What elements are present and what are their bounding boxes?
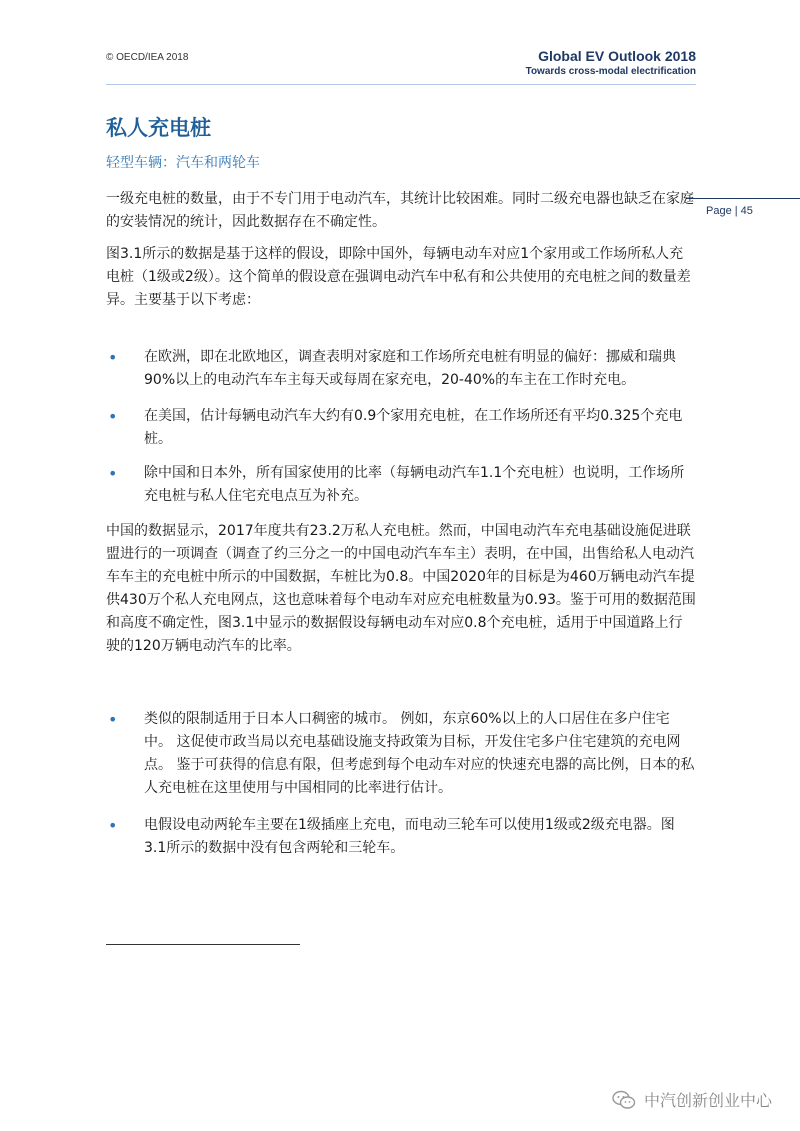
list-item-text: 类似的限制适用于日本人口稠密的城市。 例如，东京60%以上的人口居住在多户住宅中。 这促使市政当局以充电基础设施支持政策为目标，开发住宅多户住宅建筑的充电网点。 鉴于可获得的信息有限，但考虑到每个电动车对应的快速充电器的高比例，日本的私人充电桩在这里使用与中国相同的比率进行估计。: [144, 711, 695, 796]
bullet-dot-icon: •: [108, 407, 118, 426]
page-number: Page | 45: [706, 205, 753, 217]
bullet-dot-icon: •: [108, 464, 118, 483]
wechat-icon: [612, 1089, 636, 1111]
bullet-dot-icon: •: [108, 710, 118, 729]
list-item: [106, 405, 696, 451]
list-item-text: 除中国和日本外，所有国家使用的比率（每辆电动汽车1.1个充电桩）也说明，工作场所充电桩与私人住宅充电点互为补充。: [144, 465, 685, 504]
bullet-dot-icon: •: [108, 816, 118, 835]
footnote-divider: [106, 944, 300, 945]
list-item-text: 电假设电动两轮车主要在1级插座上充电，而电动三轮车可以使用1级或2级充电器。图3.1所示的数据中没有包含两轮和三轮车。: [144, 817, 675, 856]
report-header: [526, 48, 696, 77]
paragraph-intro: 一级充电桩的数量，由于不专门用于电动汽车，其统计比较困难。同时二级充电器也缺乏在家庭的安装情况的统计，因此数据存在不确定性。: [106, 191, 694, 230]
list-item: [106, 346, 696, 392]
copyright-notice: © OECD/IEA 2018: [106, 52, 189, 63]
watermark: [612, 1088, 772, 1111]
list-item: [106, 708, 696, 800]
list-item-text: 在欧洲，即在北欧地区，调查表明对家庭和工作场所充电桩有明显的偏好：挪威和瑞典90%以上的电动汽车车主每天或每周在家充电，20-40%的车主在工作时充电。: [144, 349, 676, 388]
list-item: [106, 814, 696, 860]
report-subtitle: Towards cross-modal electrification: [525, 66, 696, 77]
bullet-dot-icon: •: [108, 348, 118, 367]
sub-heading: 轻型车辆：汽车和两轮车: [106, 155, 260, 171]
page-marker: [686, 198, 800, 228]
paragraph-china-data: 中国的数据显示，2017年度共有23.2万私人充电桩。然而，中国电动汽车充电基础设施促进联盟进行的一项调查（调查了约三分之一的中国电动汽车车主）表明，在中国，出售给私人电动汽车车主的充电桩中所示的中国数据，车桩比为0.8。中国2020年的目标是为460万辆电动汽车提供430万个私人充电网点，这也意味着每个电动车对应充电桩数量为0.93。鉴于可用的数据范围和高度不确定性，图3.1中显示的数据假设每辆电动车对应0.8个充电桩，适用于中国道路上行驶的120万辆电动汽车的比率。: [106, 523, 696, 654]
paragraph-assumption: 图3.1所示的数据是基于这样的假设，即除中国外，每辆电动车对应1个家用或工作场所私人充电桩（1级或2级）。这个简单的假设意在强调电动汽车中私有和公共使用的充电桩之间的数量差异。主要基于以下考虑：: [106, 246, 691, 308]
page-marker-line: [686, 198, 800, 199]
watermark-text: 中汽创新创业中心: [643, 1091, 772, 1110]
list-item-text: 在美国，估计每辆电动汽车大约有0.9个家用充电桩，在工作场所还有平均0.325个充电桩。: [144, 408, 683, 447]
report-title: Global EV Outlook 2018: [538, 48, 696, 64]
header-divider: [106, 84, 696, 85]
section-heading: 私人充电桩: [106, 116, 211, 140]
list-item: [106, 462, 696, 508]
